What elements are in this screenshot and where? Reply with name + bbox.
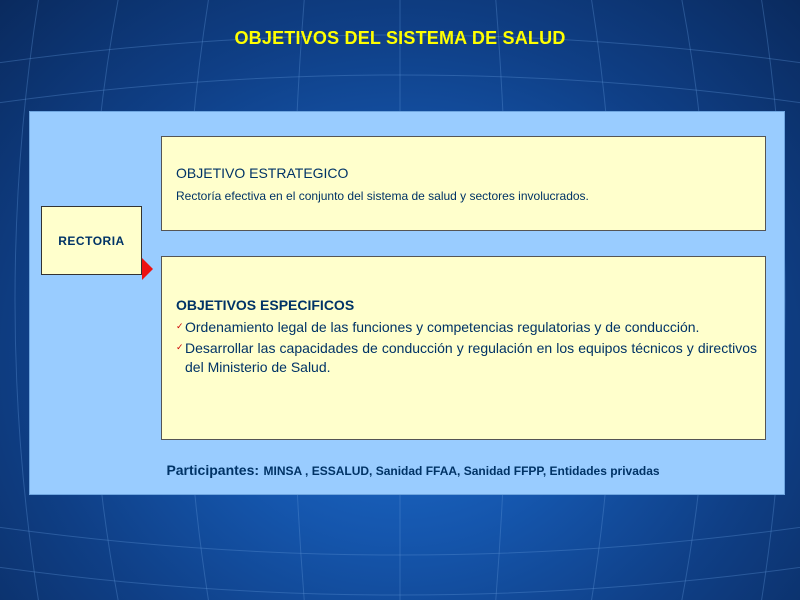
slide-title: OBJETIVOS DEL SISTEMA DE SALUD (234, 28, 566, 48)
participantes-value: MINSA , ESSALUD, Sanidad FFAA, Sanidad FFPP, Entidades privadas (263, 464, 660, 478)
participantes-line (0, 462, 800, 480)
rectoria-box (41, 206, 142, 275)
objetivo-estrategico-text: Rectoría efectiva en el conjunto del sistema de salud y sectores involucrados. (176, 189, 589, 203)
list-item-text: Desarrollar las capacidades de conducción y regulación en los equipos técnicos y directivos del Ministerio de Salud. (185, 340, 757, 375)
check-icon: ✓ (176, 321, 184, 331)
list-item (176, 318, 757, 337)
objetivo-estrategico-box (161, 136, 766, 231)
objetivos-especificos-list (176, 318, 757, 377)
arrow-right-icon (142, 258, 153, 280)
list-item (176, 339, 757, 377)
check-icon: ✓ (176, 342, 184, 352)
objetivos-especificos-heading: OBJETIVOS ESPECIFICOS (176, 297, 355, 313)
objetivo-estrategico-heading: OBJETIVO ESTRATEGICO (176, 165, 349, 181)
participantes-label: Participantes: (166, 462, 260, 478)
objetivos-especificos-box (161, 256, 766, 440)
list-item-text: Ordenamiento legal de las funciones y competencias regulatorias y de conducción. (185, 319, 700, 335)
rectoria-label: RECTORIA (58, 233, 125, 248)
